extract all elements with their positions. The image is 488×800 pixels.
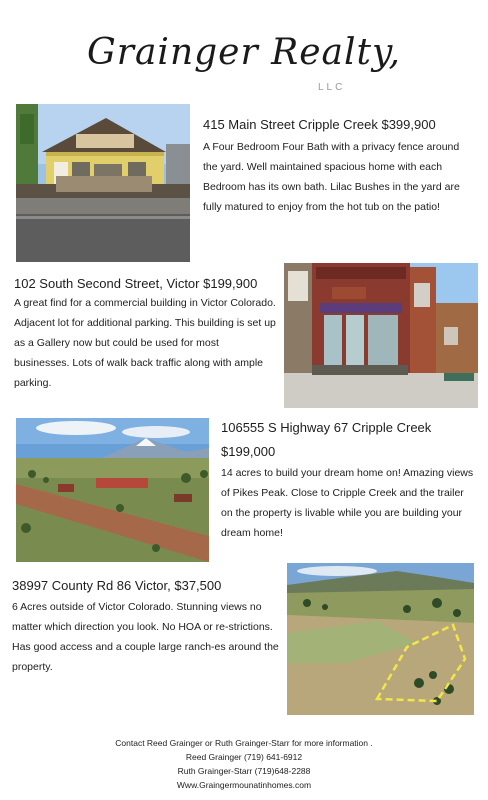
listing-2-title: 102 South Second Street, Victor $199,900 <box>14 276 258 291</box>
listing-3-price: $199,000 <box>221 444 276 459</box>
footer-website-link[interactable]: Www.Graingermounatinhomes.com <box>176 780 312 790</box>
logo-llc-text: LLC <box>318 82 346 93</box>
company-logo <box>0 18 488 98</box>
listing-3-description: 14 acres to build your dream home on! Amazing views of Pikes Peak. Close to Cripple Creek and the trailer on the property is livable while you are building your dream home! <box>221 467 474 539</box>
listing-4-description: 6 Acres outside of Victor Colorado. Stunning views no matter which direction you look. No HOA or re-strictions. Has good access and a couple large ranch-es around the property. <box>12 601 279 673</box>
footer-contact-line: Contact Reed Grainger or Ruth Grainger-Starr for more information . <box>115 738 373 748</box>
logo-script-text: Grainger Realty, <box>87 32 401 73</box>
contact-footer <box>0 736 488 792</box>
listing-photo-county-rd-86-land <box>287 563 474 715</box>
listing-photo-highway-67-land <box>16 418 209 562</box>
footer-phone-ruth: Ruth Grainger-Starr (719)648-2288 <box>177 766 311 776</box>
listing-photo-main-street-house <box>16 104 190 262</box>
footer-phone-reed: Reed Grainger (719) 641-6912 <box>185 752 303 762</box>
listing-4-title: 38997 County Rd 86 Victor, $37,500 <box>12 578 222 593</box>
listing-3-title: 106555 S Highway 67 Cripple Creek <box>221 420 432 435</box>
listing-2-description: A great find for a commercial building in Victor Colorado. Adjacent lot for additional parking. This building is set up as a Gallery now but could be used for most businesses. Lots of walk back traffic along with ample parking. <box>14 297 276 389</box>
listing-photo-victor-commercial <box>284 263 478 408</box>
listing-1-description: A Four Bedroom Four Bath with a privacy fence around the yard. Well maintained spacious home with each Bedroom has its own bath. Lilac Bushes in the yard are fully matured to enjoy from the hot tub on the patio! <box>203 141 460 213</box>
listing-1-title: 415 Main Street Cripple Creek $399,900 <box>203 117 436 132</box>
